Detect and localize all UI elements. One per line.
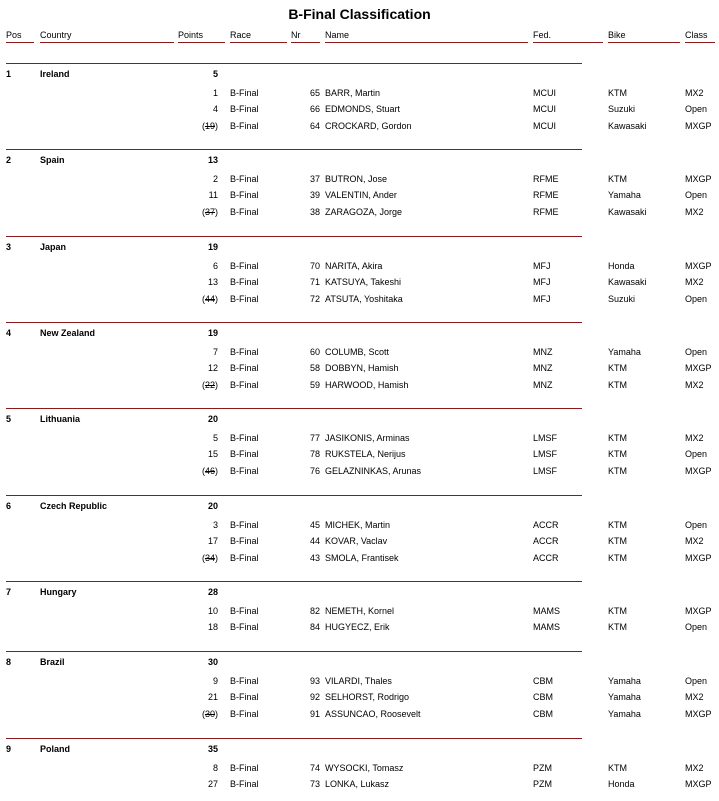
rider-bike: KTM [608,466,627,476]
header-points: Points [178,30,204,40]
rider-points: 5 [212,433,218,443]
rider-points: 17 [207,536,218,546]
rider-points-dropped [178,709,218,719]
rider-federation: CBM [533,692,553,702]
group-divider [6,495,582,496]
rider-points-dropped [178,121,218,131]
rider-name: JASIKONIS, Arminas [325,433,410,443]
rider-bike: KTM [608,553,627,563]
rider-points-dropped [178,553,218,563]
rider-number: 70 [309,261,320,271]
header-bike: Bike [608,30,626,40]
rider-class: MX2 [685,763,704,773]
rider-class: Open [685,622,708,632]
rider-class: MX2 [685,692,704,702]
rider-federation: MFJ [533,294,551,304]
rider-name: HARWOOD, Hamish [325,380,409,390]
rider-race: B-Final [230,207,259,217]
header-class: Class [685,30,708,40]
rider-class: MXGP [685,261,712,271]
group-total-points: 28 [207,587,218,597]
header-fed: Fed. [533,30,552,40]
group-total-points: 20 [207,414,218,424]
rider-race: B-Final [230,536,259,546]
group-divider [6,651,582,652]
rider-points: 15 [207,449,218,459]
rider-name: CROCKARD, Gordon [325,121,412,131]
rider-name: ASSUNCAO, Roosevelt [325,709,421,719]
group-position: 3 [6,242,12,252]
rider-federation: MAMS [533,606,560,616]
rider-race: B-Final [230,676,259,686]
rider-race: B-Final [230,449,259,459]
rider-federation: ACCR [533,536,559,546]
rider-class: MX2 [685,433,704,443]
rider-federation: MNZ [533,380,553,390]
rider-points: 22 [204,380,215,390]
group-position: 8 [6,657,12,667]
rider-federation: MCUI [533,88,556,98]
rider-race: B-Final [230,763,259,773]
rider-class: Open [685,449,708,459]
rider-class: Open [685,104,708,114]
group-country: Poland [40,744,71,754]
rider-points-dropped [178,380,218,390]
rider-name: EDMONDS, Stuart [325,104,401,114]
rider-class: MXGP [685,553,712,563]
rider-points: 18 [207,622,218,632]
rider-points: 46 [204,466,215,476]
rider-race: B-Final [230,779,259,789]
rider-race: B-Final [230,190,259,200]
rider-number: 64 [309,121,320,131]
rider-name: WYSOCKI, Tomasz [325,763,404,773]
page-title: B-Final Classification [288,6,431,22]
rider-name: NARITA, Akira [325,261,383,271]
group-total-points: 19 [207,328,218,338]
rider-race: B-Final [230,277,259,287]
paren-close: ) [215,294,218,304]
rider-number: 72 [309,294,320,304]
rider-name: KOVAR, Vaclav [325,536,388,546]
rider-points: 3 [212,520,218,530]
rider-federation: MCUI [533,121,556,131]
rider-bike: Suzuki [608,104,636,114]
group-country: New Zealand [40,328,96,338]
rider-class: Open [685,190,708,200]
rider-points: 4 [212,104,218,114]
header-underline [608,42,680,43]
rider-name: BUTRON, Jose [325,174,388,184]
rider-class: Open [685,347,708,357]
group-total-points: 35 [207,744,218,754]
header-underline [178,42,225,43]
rider-race: B-Final [230,709,259,719]
rider-points: 21 [207,692,218,702]
rider-name: NEMETH, Kornel [325,606,395,616]
group-country: Hungary [40,587,77,597]
rider-points: 30 [204,709,215,719]
paren-close: ) [215,466,218,476]
rider-number: 82 [309,606,320,616]
rider-federation: MNZ [533,347,553,357]
group-position: 1 [6,69,12,79]
rider-bike: KTM [608,622,627,632]
rider-number: 78 [309,449,320,459]
header-underline [291,42,320,43]
group-divider [6,322,582,323]
group-total-points: 30 [207,657,218,667]
group-divider [6,63,582,64]
group-divider [6,581,582,582]
rider-points: 44 [204,294,215,304]
rider-race: B-Final [230,294,259,304]
rider-class: MXGP [685,779,712,789]
rider-number: 73 [309,779,320,789]
rider-class: Open [685,294,708,304]
rider-federation: MFJ [533,261,551,271]
rider-bike: KTM [608,88,627,98]
group-country: Czech Republic [40,501,108,511]
rider-bike: Yamaha [608,190,641,200]
paren-close: ) [215,207,218,217]
group-country: Lithuania [40,414,80,424]
rider-name: COLUMB, Scott [325,347,390,357]
rider-race: B-Final [230,174,259,184]
paren-open: ( [201,380,205,390]
rider-points-dropped [178,294,218,304]
rider-race: B-Final [230,261,259,271]
paren-open: ( [201,466,205,476]
rider-points: 37 [204,207,215,217]
paren-open: ( [201,709,205,719]
rider-points: 19 [204,121,215,131]
rider-points: 6 [212,261,218,271]
rider-name: ZARAGOZA, Jorge [325,207,403,217]
rider-race: B-Final [230,520,259,530]
group-position: 6 [6,501,12,511]
rider-class: MXGP [685,466,712,476]
header-underline [325,42,528,43]
rider-bike: KTM [608,606,627,616]
rider-points: 8 [212,763,218,773]
rider-race: B-Final [230,433,259,443]
rider-federation: LMSF [533,466,558,476]
rider-bike: KTM [608,433,627,443]
paren-open: ( [201,121,205,131]
rider-bike: KTM [608,363,627,373]
rider-bike: KTM [608,520,627,530]
header-underline [40,42,174,43]
group-divider [6,408,582,409]
rider-number: 45 [309,520,320,530]
rider-federation: PZM [533,779,552,789]
group-country: Spain [40,155,65,165]
rider-number: 43 [309,553,320,563]
rider-number: 84 [309,622,320,632]
rider-name: MICHEK, Martin [325,520,391,530]
group-total-points: 19 [207,242,218,252]
rider-federation: CBM [533,709,553,719]
rider-federation: MCUI [533,104,556,114]
paren-open: ( [201,207,205,217]
rider-points: 13 [207,277,218,287]
rider-number: 74 [309,763,320,773]
rider-class: MX2 [685,380,704,390]
rider-class: Open [685,676,708,686]
rider-bike: KTM [608,536,627,546]
rider-number: 60 [309,347,320,357]
rider-bike: Honda [608,261,635,271]
rider-number: 39 [309,190,320,200]
paren-open: ( [201,553,205,563]
rider-number: 77 [309,433,320,443]
rider-federation: MFJ [533,277,551,287]
rider-class: MX2 [685,207,704,217]
rider-points: 2 [212,174,218,184]
rider-number: 38 [309,207,320,217]
group-position: 4 [6,328,12,338]
group-position: 2 [6,155,12,165]
rider-class: MXGP [685,174,712,184]
rider-federation: ACCR [533,553,559,563]
rider-points: 7 [212,347,218,357]
rider-class: MXGP [685,606,712,616]
rider-race: B-Final [230,622,259,632]
rider-number: 59 [309,380,320,390]
rider-federation: RFME [533,174,559,184]
rider-name: RUKSTELA, Nerijus [325,449,406,459]
rider-number: 76 [309,466,320,476]
rider-race: B-Final [230,121,259,131]
rider-class: MXGP [685,363,712,373]
group-country: Brazil [40,657,65,667]
rider-points: 10 [207,606,218,616]
rider-race: B-Final [230,466,259,476]
rider-name: VILARDI, Thales [325,676,392,686]
group-divider [6,738,582,739]
rider-number: 44 [309,536,320,546]
rider-race: B-Final [230,347,259,357]
rider-bike: Kawasaki [608,207,647,217]
rider-race: B-Final [230,88,259,98]
rider-race: B-Final [230,606,259,616]
rider-federation: ACCR [533,520,559,530]
paren-close: ) [215,121,218,131]
rider-federation: RFME [533,207,559,217]
rider-points: 1 [212,88,218,98]
rider-number: 66 [309,104,320,114]
rider-race: B-Final [230,553,259,563]
rider-class: MXGP [685,709,712,719]
header-name: Name [325,30,350,40]
header-underline [6,42,34,43]
rider-points: 12 [207,363,218,373]
group-country: Japan [40,242,67,252]
rider-name: SELHORST, Rodrigo [325,692,410,702]
rider-bike: KTM [608,449,627,459]
rider-class: MXGP [685,121,712,131]
rider-number: 37 [309,174,320,184]
rider-number: 92 [309,692,320,702]
group-position: 9 [6,744,12,754]
rider-bike: KTM [608,380,627,390]
rider-class: MX2 [685,88,704,98]
rider-name: LONKA, Lukasz [325,779,390,789]
header-pos: Pos [6,30,22,40]
group-divider [6,236,582,237]
rider-race: B-Final [230,380,259,390]
rider-class: Open [685,520,708,530]
rider-federation: MNZ [533,363,553,373]
rider-bike: Yamaha [608,692,641,702]
rider-bike: Kawasaki [608,121,647,131]
header-underline [533,42,603,43]
rider-points: 27 [207,779,218,789]
rider-bike: KTM [608,174,627,184]
header-country: Country [40,30,72,40]
rider-points-dropped [178,207,218,217]
rider-federation: RFME [533,190,559,200]
group-total-points: 13 [207,155,218,165]
rider-class: MX2 [685,277,704,287]
header-underline [685,42,715,43]
rider-number: 91 [309,709,320,719]
paren-close: ) [215,709,218,719]
group-country: Ireland [40,69,70,79]
rider-bike: Suzuki [608,294,636,304]
rider-number: 71 [309,277,320,287]
rider-federation: MAMS [533,622,560,632]
group-divider [6,149,582,150]
rider-name: ATSUTA, Yoshitaka [325,294,403,304]
header-underline [230,42,287,43]
rider-federation: LMSF [533,433,558,443]
rider-name: DOBBYN, Hamish [325,363,399,373]
group-total-points: 5 [212,69,218,79]
rider-bike: Kawasaki [608,277,647,287]
rider-points: 11 [208,190,218,200]
rider-name: SMOLA, Frantisek [325,553,399,563]
rider-name: KATSUYA, Takeshi [325,277,402,287]
rider-bike: Yamaha [608,347,641,357]
rider-race: B-Final [230,363,259,373]
rider-bike: Yamaha [608,709,641,719]
rider-name: GELAZNINKAS, Arunas [325,466,422,476]
rider-name: VALENTIN, Ander [325,190,397,200]
paren-close: ) [215,380,218,390]
paren-open: ( [201,294,205,304]
rider-federation: PZM [533,763,552,773]
rider-points: 9 [212,676,218,686]
header-race: Race [230,30,252,40]
rider-points-dropped [178,466,218,476]
group-position: 7 [6,587,12,597]
rider-number: 93 [309,676,320,686]
rider-race: B-Final [230,104,259,114]
rider-number: 58 [309,363,320,373]
rider-race: B-Final [230,692,259,702]
rider-federation: CBM [533,676,553,686]
rider-bike: Honda [608,779,635,789]
rider-class: MX2 [685,536,704,546]
group-position: 5 [6,414,12,424]
rider-name: HUGYECZ, Erik [325,622,390,632]
rider-bike: Yamaha [608,676,641,686]
rider-federation: LMSF [533,449,558,459]
group-total-points: 20 [207,501,218,511]
rider-bike: KTM [608,763,627,773]
rider-number: 65 [309,88,320,98]
paren-close: ) [215,553,218,563]
header-nr: Nr [291,30,301,40]
rider-points: 34 [204,553,215,563]
rider-name: BARR, Martin [325,88,381,98]
